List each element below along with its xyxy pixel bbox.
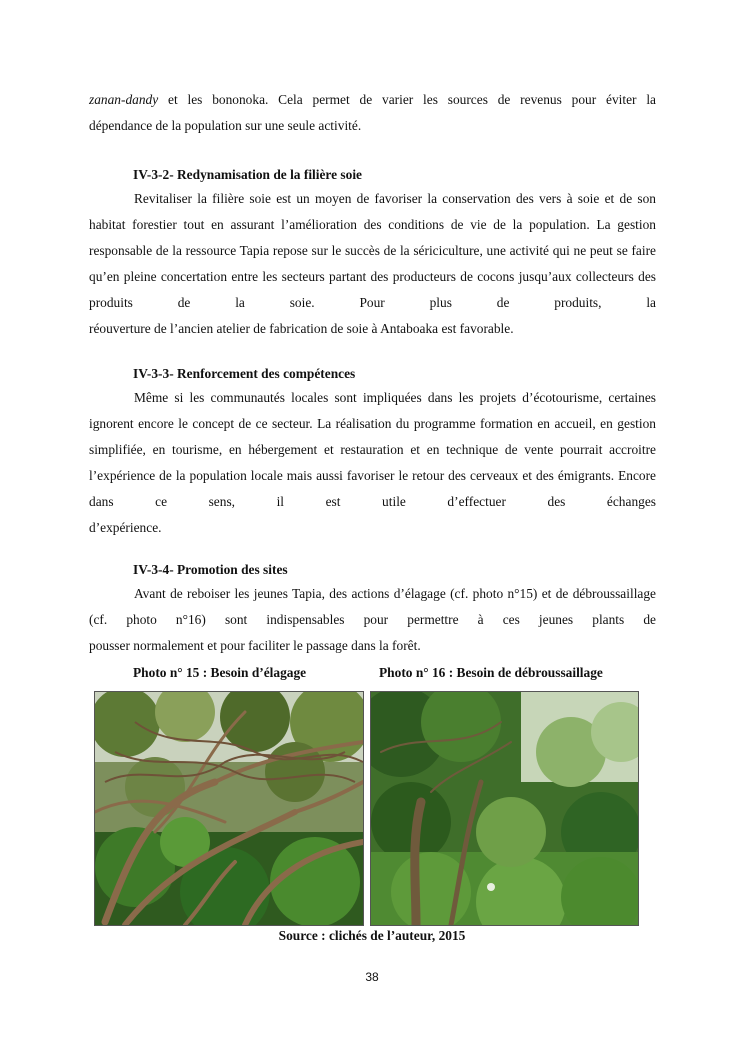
section-heading-silk: IV-3-2- Redynamisation de la filière soie	[133, 167, 362, 182]
promotion-paragraph-body: Avant de reboiser les jeunes Tapia, des actions d’élagage (cf. photo n°15) et de débroussaillage (cf. photo n°16) sont indispensables pour permettre à ces jeunes plants de	[89, 586, 656, 627]
intro-paragraph	[89, 87, 656, 139]
photo-source: Source : clichés de l’auteur, 2015	[278, 928, 466, 943]
section-paragraph-promotion	[89, 581, 656, 659]
photo-16-brush-clearing	[370, 691, 639, 926]
skills-paragraph-last-line: d’expérience.	[89, 520, 162, 535]
intro-italic-term: zanan-dandy	[89, 92, 159, 107]
section-paragraph-silk	[89, 186, 656, 342]
page-number: 38	[365, 970, 379, 984]
silk-paragraph-body: Revitaliser la filière soie est un moyen de favoriser la conservation des vers à soie et de son habitat forestier tout en assurant l’amélioration des conditions de vie de la population. La gestion responsable de la ressource Tapia repose sur le succès de la sériciculture, une activité qui ne peut se faire qu’en pleine concertation entre les secteurs partant des producteurs de cocons jusqu’aux collecteurs des produits de la soie. Pour plus de produits, la	[89, 191, 656, 310]
section-paragraph-skills	[89, 385, 656, 541]
section-heading-skills: IV-3-3- Renforcement des compétences	[133, 366, 356, 381]
photo-15-pruning	[94, 691, 364, 926]
intro-line2: dépendance de la population sur une seule activité.	[89, 118, 362, 133]
section-heading-promotion: IV-3-4- Promotion des sites	[133, 562, 288, 577]
photo-15-caption: Photo n° 15 : Besoin d’élagage	[133, 665, 307, 680]
photo-16-caption: Photo n° 16 : Besoin de débroussaillage	[379, 665, 603, 680]
intro-line1: et les bononoka. Cela permet de varier les sources de revenus pour éviter la	[158, 92, 656, 107]
skills-paragraph-body: Même si les communautés locales sont impliquées dans les projets d’écotourisme, certaines ignorent encore le concept de ce secteur. La réalisation du programme formation en accueil, en gestion simplifiée, en tourisme, en hébergement et restauration et en technique de vente pourrait accroitre l’expérience de la population locale mais aussi favoriser le retour des cerveaux et des émigrants. Encore dans ce sens, il est utile d’effectuer des échanges	[89, 390, 656, 509]
promotion-paragraph-last-line: pousser normalement et pour faciliter le passage dans la forêt.	[89, 638, 421, 653]
silk-paragraph-last-line: réouverture de l’ancien atelier de fabrication de soie à Antaboaka est favorable.	[89, 321, 514, 336]
